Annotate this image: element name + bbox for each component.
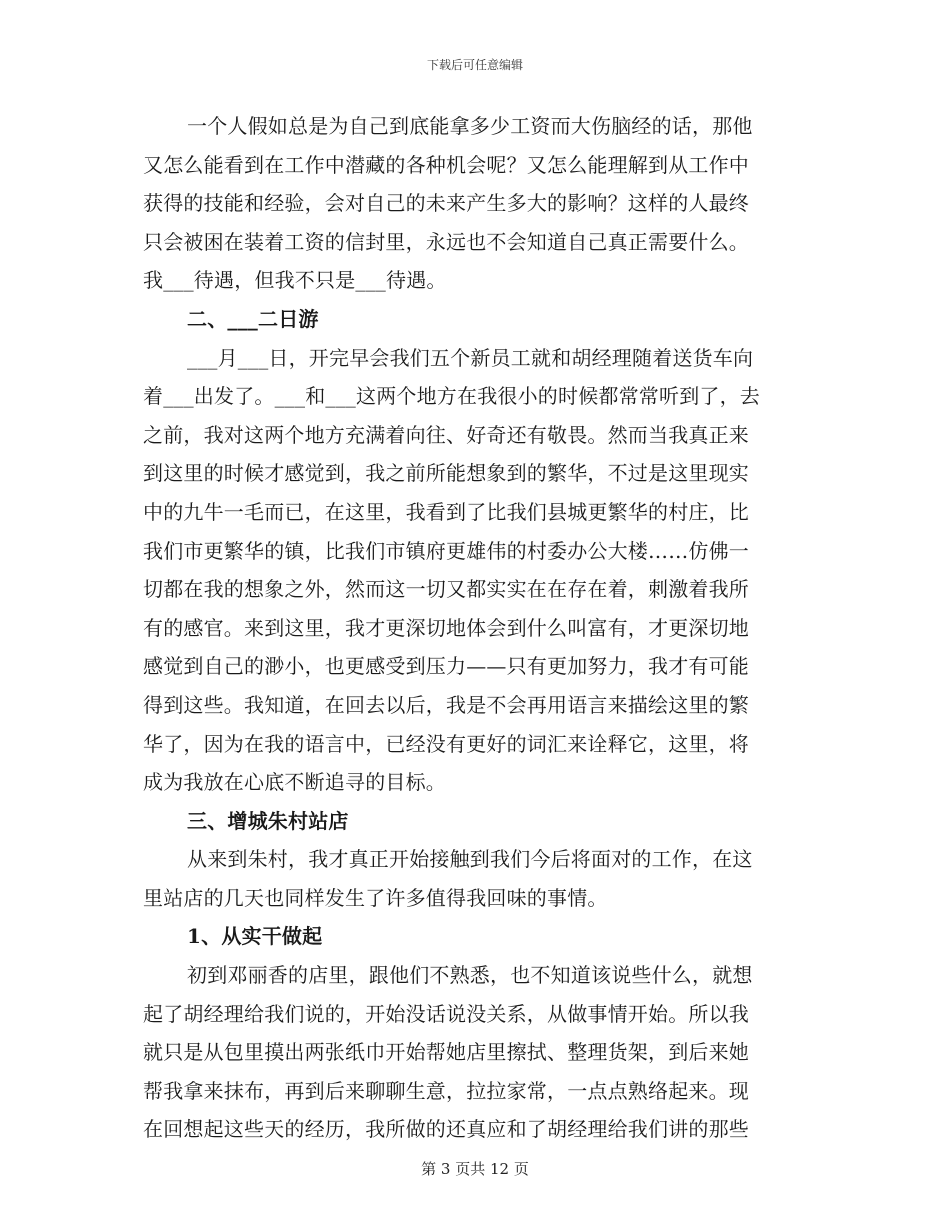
page-header: 下载后可任意编辑 bbox=[426, 58, 523, 72]
text-line: 又怎么能看到在工作中潜藏的各种机会呢？又怎么能理解到从工作中 bbox=[143, 152, 749, 177]
text-line: 获得的技能和经验，会对自己的未来产生多大的影响？这样的人最终 bbox=[143, 191, 749, 216]
text-line: 只会被困在装着工资的信封里，永远也不会知道自己真正需要什么。 bbox=[143, 229, 749, 254]
text-line: 着___出发了。___和___这两个地方在我很小的时候都常常听到了，去 bbox=[143, 384, 760, 409]
text-line: 成为我放在心底不断追寻的目标。 bbox=[143, 770, 446, 795]
text-line: 之前，我对这两个地方充满着向往、好奇还有敬畏。然而当我真正来 bbox=[143, 422, 749, 447]
text-line: 起了胡经理给我们说的，开始没话说没关系，从做事情开始。所以我 bbox=[143, 1001, 749, 1026]
text-line: 有的感官。来到这里，我才更深切地体会到什么叫富有，才更深切地 bbox=[143, 615, 749, 640]
section-heading: 1、从实干做起 bbox=[187, 924, 323, 949]
text-line: 在回想起这些天的经历，我所做的还真应和了胡经理给我们讲的那些 bbox=[143, 1117, 749, 1142]
section-heading: 三、增城朱村站店 bbox=[187, 808, 349, 833]
text-line: 到这里的时候才感觉到，我之前所能想象到的繁华，不过是这里现实 bbox=[143, 461, 749, 486]
document-body bbox=[143, 107, 803, 1149]
text-line: 初到邓丽香的店里，跟他们不熟悉，也不知道该说些什么，就想 bbox=[187, 963, 753, 988]
text-line: 得到这些。我知道，在回去以后，我是不会再用语言来描绘这里的繁 bbox=[143, 692, 749, 717]
text-line: 我们市更繁华的镇，比我们市镇府更雄伟的村委办公大楼……仿佛一 bbox=[143, 538, 749, 563]
text-line: 帮我拿来抹布，再到后来聊聊生意，拉拉家常，一点点熟络起来。现 bbox=[143, 1078, 749, 1103]
text-line: 中的九牛一毛而已，在这里，我看到了比我们县城更繁华的村庄，比 bbox=[143, 499, 749, 524]
text-line: 华了，因为在我的语言中，已经没有更好的词汇来诠释它，这里，将 bbox=[143, 731, 749, 756]
text-line: 里站店的几天也同样发生了许多值得我回味的事情。 bbox=[143, 885, 608, 910]
section-heading: 二、___二日游 bbox=[187, 306, 319, 331]
text-line: 从来到朱村，我才真正开始接触到我们今后将面对的工作，在这 bbox=[187, 847, 753, 872]
page-number: 第 3 页共 12 页 bbox=[421, 1160, 529, 1178]
text-line: 切都在我的想象之外，然而这一切又都实实在在存在着，刺激着我所 bbox=[143, 577, 749, 602]
text-line: 就只是从包里摸出两张纸巾开始帮她店里擦拭、整理货架，到后来她 bbox=[143, 1040, 749, 1065]
text-line: 感觉到自己的渺小，也更感受到压力——只有更加努力，我才有可能 bbox=[143, 654, 749, 679]
text-line: ___月___日，开完早会我们五个新员工就和胡经理随着送货车向 bbox=[187, 345, 754, 370]
text-line: 一个人假如总是为自己到底能拿多少工资而大伤脑经的话，那他 bbox=[187, 114, 753, 138]
text-line: 我___待遇，但我不只是___待遇。 bbox=[143, 268, 447, 293]
